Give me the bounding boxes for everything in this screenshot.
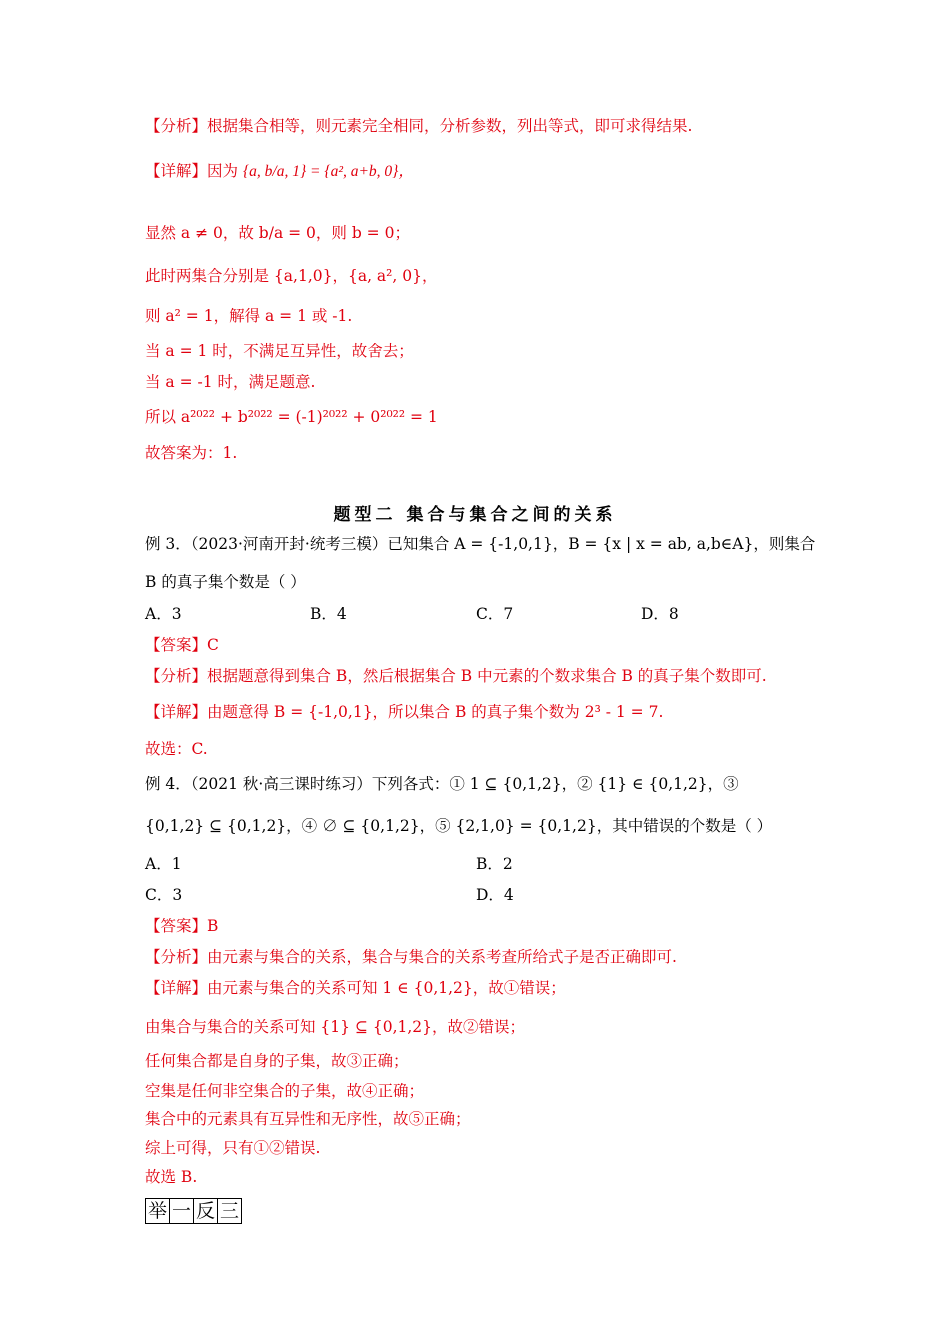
box-char-2: 一 (170, 1199, 194, 1223)
ex4-option-c: C．3 (145, 886, 183, 904)
detail-line-9: 故答案为：1. (145, 444, 238, 462)
example-4-question: 例 4．（2021 秋·高三课时练习）下列各式：① 1 ⊆ {0,1,2}，② {1} ∈ {0,1,2}，③ (145, 775, 739, 793)
ex4-detail-6: 综上可得，只有①②错误. (145, 1139, 321, 1157)
detail-line-3: 显然 a ≠ 0，故 b/a = 0，则 b = 0； (145, 224, 410, 242)
ex4-detail-1: 【详解】由元素与集合的关系可知 1 ∈ {0,1,2}，故①错误； (145, 979, 566, 997)
detail-line-7: 当 a = -1 时，满足题意. (145, 373, 316, 391)
ex4-choice: 故选 B. (145, 1168, 198, 1186)
box-char-3: 反 (194, 1199, 218, 1223)
ex4-answer: 【答案】B (145, 917, 219, 935)
detail-equation: {a, b/a, 1} = {a², a+b, 0}， (242, 163, 414, 180)
ex4-option-b: B．2 (476, 855, 513, 873)
box-char-1: 举 (146, 1199, 170, 1223)
detail-line-6: 当 a = 1 时，不满足互异性，故舍去； (145, 342, 414, 360)
ex3-option-d: D．8 (641, 605, 679, 623)
analysis-1: 【分析】根据集合相等，则元素完全相同，分析参数，列出等式，即可求得结果. (145, 117, 693, 135)
ex4-detail-4: 空集是任何非空集合的子集，故④正确； (145, 1082, 425, 1100)
example-3-question-cont: B 的真子集个数是（ ） (145, 573, 306, 591)
ex3-answer: 【答案】C (145, 636, 219, 654)
ex4-detail-5: 集合中的元素具有互异性和无序性，故⑤正确； (145, 1110, 471, 1128)
section-title: 题型二 集合与集合之间的关系 (333, 505, 617, 525)
example-3-question: 例 3．（2023·河南开封·统考三模）已知集合 A = {-1,0,1}，B = {x | x = ab, a,b∈A}，则集合 (145, 535, 816, 553)
ex4-option-d: D．4 (476, 886, 514, 904)
example-4-question-cont: {0,1,2} ⊆ {0,1,2}，④ ∅ ⊆ {0,1,2}，⑤ {2,1,0} = {0,1,2}，其中错误的个数是（ ） (145, 817, 773, 835)
ex3-option-a: A．3 (145, 605, 182, 623)
detail-1 (145, 160, 414, 183)
ex3-detail: 【详解】由题意得 B = {-1,0,1}，所以集合 B 的真子集个数为 2³ - 1 = 7. (145, 703, 664, 721)
detail-line-5: 则 a² = 1，解得 a = 1 或 -1. (145, 307, 353, 325)
box-char-4: 三 (220, 1200, 240, 1222)
ex3-option-c: C．7 (476, 605, 514, 623)
ex4-option-a: A．1 (145, 855, 182, 873)
practice-heading-box (145, 1198, 242, 1224)
detail-line-8: 所以 a²⁰²² + b²⁰²² = (-1)²⁰²² + 0²⁰²² = 1 (145, 408, 438, 426)
ex4-detail-3: 任何集合都是自身的子集，故③正确； (145, 1052, 409, 1070)
detail-line-4: 此时两集合分别是 {a,1,0}，{a, a², 0}， (145, 267, 438, 285)
ex4-detail-2: 由集合与集合的关系可知 {1} ⊆ {0,1,2}，故②错误； (145, 1018, 526, 1036)
ex3-analysis: 【分析】根据题意得到集合 B，然后根据集合 B 中元素的个数求集合 B 的真子集个数即可. (145, 667, 767, 685)
ex3-option-b: B．4 (310, 605, 347, 623)
ex3-choice: 故选：C. (145, 740, 208, 758)
detail-tag: 【详解】因为 (145, 162, 239, 180)
ex4-analysis: 【分析】由元素与集合的关系，集合与集合的关系考查所给式子是否正确即可. (145, 948, 677, 966)
